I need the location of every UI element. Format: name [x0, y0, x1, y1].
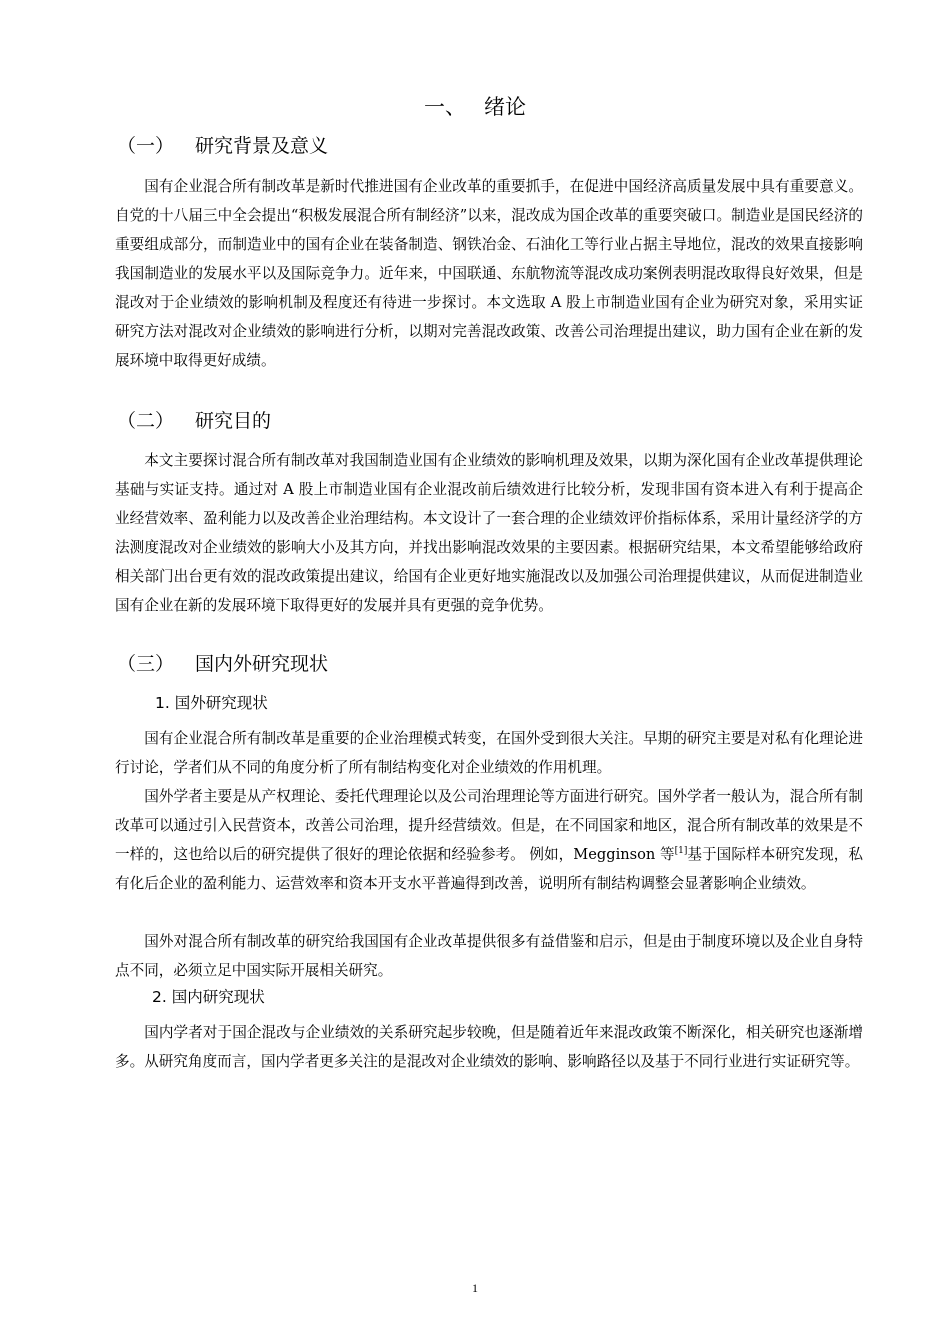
chapter-heading [0, 92, 950, 122]
section-title: 研究背景及意义 [195, 135, 329, 157]
citation-marker: [1] [674, 846, 688, 857]
paragraph-foreign-3: 国外对混合所有制改革的研究给我国国有企业改革提供很多有益借鉴和启示，但是由于制度环境以及企业自身特点不同，必须立足中国实际开展相关研究。 [115, 933, 863, 979]
paragraph-text: 基于国际样本研究发现，私有化后企业的盈利能力、运营效率和资本开支水平普遍得到改善，说明所有制结构调整会显著影响企业绩效。 [115, 846, 863, 892]
section-heading-background [117, 132, 328, 160]
paragraph-foreign-1: 国有企业混合所有制改革是重要的企业治理模式转变，在国外受到很大关注。早期的研究主要是对私有化理论进行讨论，学者们从不同的角度分析了所有制结构变化对企业绩效的作用机理。 [115, 730, 863, 776]
section-title: 国内外研究现状 [195, 653, 329, 675]
section-heading-literature [117, 650, 328, 678]
paragraph-domestic-1: 国内学者对于国企混改与企业绩效的关系研究起步较晚，但是随着近年来混改政策不断深化，相关研究也逐渐增多。从研究角度而言，国内学者更多关注的是混改对企业绩效的影响、影响路径以及基于不同行业进行实证研究等。 [115, 1024, 863, 1070]
section-title: 研究目的 [195, 410, 272, 432]
paragraph-foreign-2 [115, 782, 863, 898]
paragraph-text: 国外学者主要是从产权理论、委托代理理论以及公司治理理论等方面进行研究。国外学者一般认为，混合所有制改革可以通过引入民营资本，改善公司治理，提升经营绩效。但是，在不同国家和地区，混合所有制改革的效果是不一样的，这也给以后的研究提供了很好的理论依据和经验参考。 例如，Megginson 等 [115, 788, 863, 863]
section-heading-purpose [117, 407, 271, 435]
section-number: （二） [117, 410, 175, 432]
paragraph-background: 国有企业混合所有制改革是新时代推进国有企业改革的重要抓手，在促进中国经济高质量发展中具有重要意义。自党的十八届三中全会提出“积极发展混合所有制经济”以来，混改成为国企改革的重要突破口。制造业是国民经济的重要组成部分，而制造业中的国有企业在装备制造、钢铁冶金、石油化工等行业占据主导地位，混改的效果直接影响我国制造业的发展水平以及国际竞争力。近年来，中国联通、东航物流等混改成功案例表明混改取得良好效果，但是混改对于企业绩效的影响机制及程度还有待进一步探讨。本文选取 A 股上市制造业国有企业为研究对象，采用实证研究方法对混改对企业绩效的影响进行分析，以期对完善混改政策、改善公司治理提出建议，助力国有企业在新的发展环境中取得更好成绩。 [115, 178, 863, 369]
subsection-heading-foreign: 1. 国外研究现状 [155, 694, 268, 712]
chapter-title: 绪论 [484, 95, 526, 119]
page-number: 1 [472, 1281, 478, 1295]
section-number: （一） [117, 135, 175, 157]
subsection-heading-domestic: 2. 国内研究现状 [152, 988, 265, 1006]
chapter-number: 一、 [424, 95, 466, 119]
section-number: （三） [117, 653, 175, 675]
paragraph-purpose: 本文主要探讨混合所有制改革对我国制造业国有企业绩效的影响机理及效果，以期为深化国有企业改革提供理论基础与实证支持。通过对 A 股上市制造业国有企业混改前后绩效进行比较分析，发现非国有资本进入有利于提高企业经营效率、盈利能力以及改善企业治理结构。本文设计了一套合理的企业绩效评价指标体系，采用计量经济学的方法测度混改对企业绩效的影响大小及其方向，并找出影响混改效果的主要因素。根据研究结果，本文希望能够给政府相关部门出台更有效的混改政策提出建议，给国有企业更好地实施混改以及加强公司治理提供建议，从而促进制造业国有企业在新的发展环境下取得更好的发展并具有更强的竞争优势。 [115, 452, 863, 614]
